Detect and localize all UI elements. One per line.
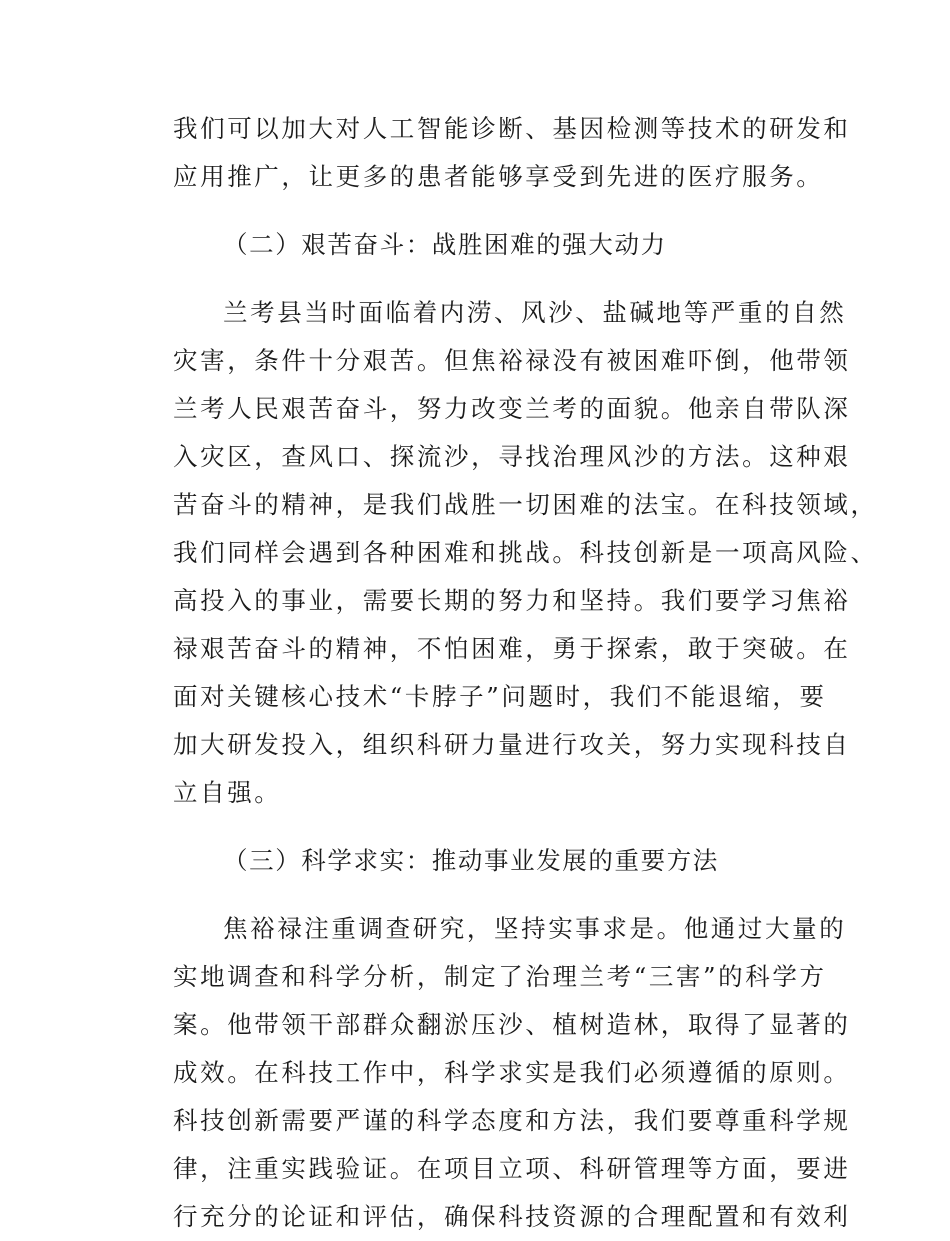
text-line: 禄艰苦奋斗的精神，不怕困难，勇于探索，敢于突破。在: [173, 634, 851, 663]
text-line: 面对关键核心技术“卡脖子”问题时，我们不能退缩，要: [173, 682, 827, 711]
text-line: 兰考人民艰苦奋斗，努力改变兰考的面貌。他亲自带队深: [173, 394, 851, 423]
text-line: 行充分的论证和评估，确保科技资源的合理配置和有效利: [173, 1202, 851, 1231]
text-line: 成效。在科技工作中，科学求实是我们必须遵循的原则。: [173, 1058, 851, 1087]
text-line: 加大研发投入，组织科研力量进行攻关，努力实现科技自: [173, 730, 851, 759]
text-line: 高投入的事业，需要长期的努力和坚持。我们要学习焦裕: [173, 586, 851, 615]
text-line: 案。他带领干部群众翻淤压沙、植树造林，取得了显著的: [173, 1010, 851, 1039]
text-line: 科技创新需要严谨的科学态度和方法，我们要尊重科学规: [173, 1106, 851, 1135]
text-line: 灾害，条件十分艰苦。但焦裕禄没有被困难吓倒，他带领: [173, 346, 851, 375]
text-line: 苦奋斗的精神，是我们战胜一切困难的法宝。在科技领域，: [173, 490, 878, 519]
text-line: 律，注重实践验证。在项目立项、科研管理等方面，要进: [173, 1154, 851, 1183]
section-3: [173, 837, 851, 1241]
text-line: 应用推广，让更多的患者能够享受到先进的医疗服务。: [173, 162, 824, 191]
section-3-paragraph: [173, 905, 851, 1241]
text-line: 入灾区，查风口、探流沙，寻找治理风沙的方法。这种艰: [173, 442, 851, 471]
section-2-heading: （二）艰苦奋斗：战胜困难的强大动力: [223, 230, 667, 259]
section-3-heading: （三）科学求实：推动事业发展的重要方法: [223, 846, 719, 875]
text-line: 我们可以加大对人工智能诊断、基因检测等技术的研发和: [173, 114, 851, 143]
paragraph-intro: [173, 105, 851, 201]
text-line: 兰考县当时面临着内涝、风沙、盐碱地等严重的自然: [223, 298, 847, 327]
document-page: [173, 105, 878, 1241]
text-line: 实地调查和科学分析，制定了治理兰考“三害”的科学方: [173, 962, 827, 991]
text-line: 我们同样会遇到各种困难和挑战。科技创新是一项高风险、: [173, 538, 878, 567]
text-line: 焦裕禄注重调查研究，坚持实事求是。他通过大量的: [223, 914, 847, 943]
section-2-paragraph: [173, 289, 878, 817]
section-2: [173, 221, 878, 817]
text-line: 立自强。: [173, 778, 282, 807]
